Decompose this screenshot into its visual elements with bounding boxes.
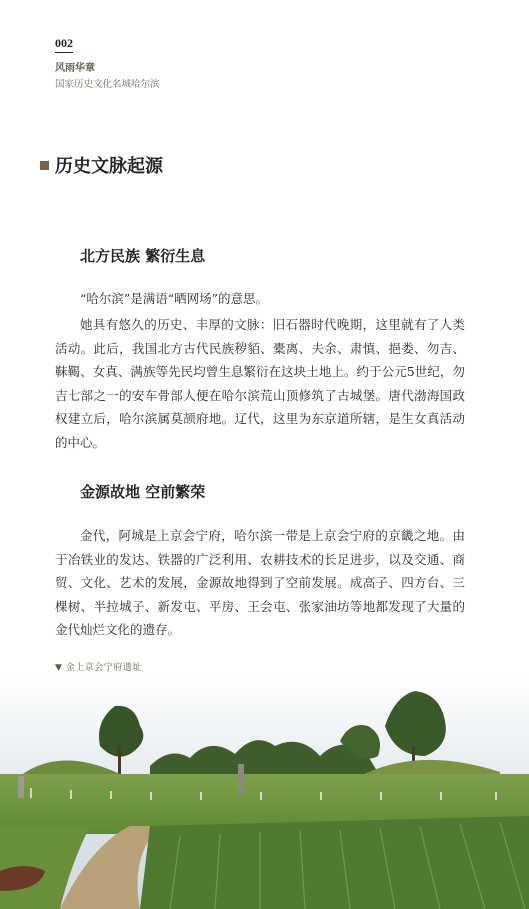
- page-header: [55, 32, 160, 90]
- section-title: [40, 152, 163, 178]
- paragraph-history: 她具有悠久的历史、丰厚的文脉：旧石器时代晚期，这里就有了人类活动。此后，我国北方古代民族秽貊、橐离、夫余、肃慎、挹娄、勿吉、靺鞨、女真、满族等先民均曾生息繁衍在这块土地上。约于公元5世纪，勿吉七部之一的安车骨部人便在哈尔滨荒山顶修筑了古城堡。唐代渤海国政权建立后，哈尔滨属莫颉府地。辽代，这里为东京道所辖，是生女真活动的中心。: [55, 317, 465, 450]
- photo-caption: ▼ 金上京会宁府遗址: [55, 663, 142, 673]
- subheading-jin-homeland: 金源故地 空前繁荣: [80, 483, 206, 501]
- paragraph-jin-dynasty: 金代，阿城是上京会宁府，哈尔滨一带是上京会宁府的京畿之地。由于冶铁业的发达、铁器的广泛利用、农耕技术的长足进步，以及交通、商贸、文化、艺术的发展，金源故地得到了空前发展。成高子、四方台、三棵树、半拉城子、新发屯、平房、王会屯、张家油坊等地都发现了大量的金代灿烂文化的遗存。: [55, 528, 465, 637]
- site-photo: [0, 676, 529, 909]
- section-title-text: 历史文脉起源: [55, 156, 163, 177]
- running-title: 风雨华章: [55, 63, 95, 74]
- page-number: 002: [55, 36, 73, 53]
- paragraph-meaning: “哈尔滨”是满语“晒网场”的意思。: [80, 291, 269, 306]
- subheading-northern-peoples: 北方民族 繁衍生息: [80, 247, 206, 265]
- running-subtitle: 国家历史文化名城哈尔滨: [55, 79, 160, 90]
- square-bullet-icon: [40, 161, 49, 170]
